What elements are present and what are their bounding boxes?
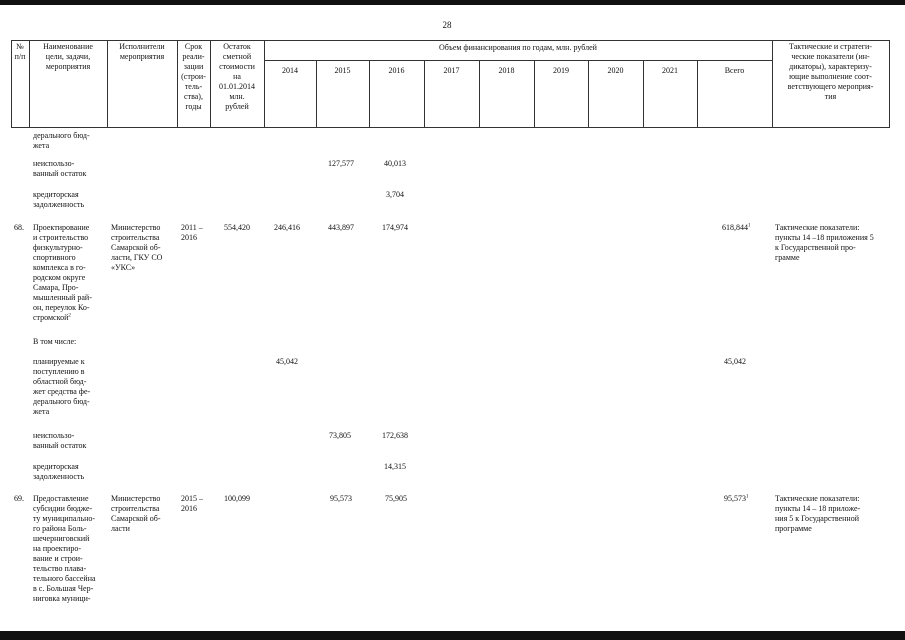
item-term: 2015 – 2016: [181, 494, 203, 513]
item-number: 69.: [14, 494, 24, 503]
header-top-line: [11, 40, 889, 41]
item-indicators: Тактические показатели: пункты 14 – 18 приложе- ния 5 к Государственной программе: [775, 494, 861, 533]
header-bottom-line: [11, 127, 889, 128]
col-line: [264, 40, 265, 128]
row-name: кредиторская задолженность: [33, 462, 85, 481]
cell-2015: 443,897: [328, 223, 354, 232]
header-year-2014: 2014: [282, 66, 298, 75]
header-col-name: Наименование цели, задачи, мероприятия: [43, 42, 93, 71]
cell-2016: 75,905: [385, 494, 407, 503]
cell-total: 95,573$^1$: [724, 494, 749, 503]
item-rest: 100,099: [224, 494, 250, 503]
cell-2014: 45,042: [276, 357, 298, 366]
cell-2014: 246,416: [274, 223, 300, 232]
item-executor: Министерство строительства Самарской об- ласти, ГКУ СО «УКС»: [111, 223, 163, 272]
cell-total: 45,042: [724, 357, 746, 366]
bottom-border: [0, 631, 905, 640]
item-rest: 554,420: [224, 223, 250, 232]
row-name: неиспользо- ванный остаток: [33, 431, 87, 450]
including-label: В том числе:: [33, 337, 77, 346]
cell-2016: 14,315: [384, 462, 406, 471]
header-year-2021: 2021: [662, 66, 678, 75]
row-name: неиспользо- ванный остаток: [33, 159, 87, 178]
header-funding-title: Объем финансирования по годам, млн. рублей: [439, 43, 597, 52]
cell-2015: 73,805: [329, 431, 351, 440]
header-year-2020: 2020: [607, 66, 624, 75]
page-number: 28: [442, 20, 452, 30]
header-col-rest: Остаток сметной стоимости на 01.01.2014 млн. рублей: [219, 42, 255, 111]
item-name: Предоставление субсидии бюдже- ту муниципально- го района Боль- шечерниговский на проектиро- вание и строи- тельство плава- тельного бассейна в с. Большая Чер- ниговка муници-: [33, 494, 96, 603]
item-number: 68.: [14, 223, 24, 232]
header-total: Всего: [724, 66, 745, 75]
item-name: Проектирование и строительство физкультурно- спортивного комплекса в го- родском округе Самара, Про- мышленный рай- он, переулок Ко- стромской$^2$: [33, 223, 92, 322]
header-col-num: № п/п: [14, 42, 26, 61]
item-executor: Министерство строительства Самарской об- ласти: [111, 494, 161, 533]
item-indicators: Тактические показатели: пункты 14 –18 приложения 5 к Государственной про- грамме: [775, 223, 874, 262]
cell-total: 618,844$^1$: [722, 223, 751, 232]
col-line: [889, 40, 890, 128]
header-col-term: Срок реали- зации (строи- тель- ства), годы: [181, 42, 206, 111]
row-name: кредиторская задолженность: [33, 190, 85, 209]
header-year-2016: 2016: [388, 66, 405, 75]
row-name: дерального бюд- жета: [33, 131, 90, 150]
header-year-2015: 2015: [334, 66, 351, 75]
header-col-executor: Исполнители мероприятия: [119, 42, 165, 61]
header-year-2017: 2017: [443, 66, 460, 75]
cell-2016: 3,704: [386, 190, 404, 199]
top-border: [0, 0, 905, 5]
cell-2016: 174,974: [382, 223, 408, 232]
header-year-2018: 2018: [498, 66, 515, 75]
cell-2016: 40,013: [384, 159, 406, 168]
header-year-2019: 2019: [553, 66, 569, 75]
item-term: 2011 – 2016: [181, 223, 203, 242]
cell-2015: 127,577: [328, 159, 354, 168]
header-col-indicators: Тактические и стратеги- ческие показатели (ин- дикаторы), характеризу- ющие выполнение соот- ветствующего мероприя- тия: [787, 42, 874, 101]
cell-2015: 95,573: [330, 494, 352, 503]
years-line: [264, 60, 772, 61]
cell-2016: 172,638: [382, 431, 408, 440]
row-name: планируемые к поступлению в областной бюд- жет средства фе- дерального бюд- жета: [33, 357, 91, 416]
